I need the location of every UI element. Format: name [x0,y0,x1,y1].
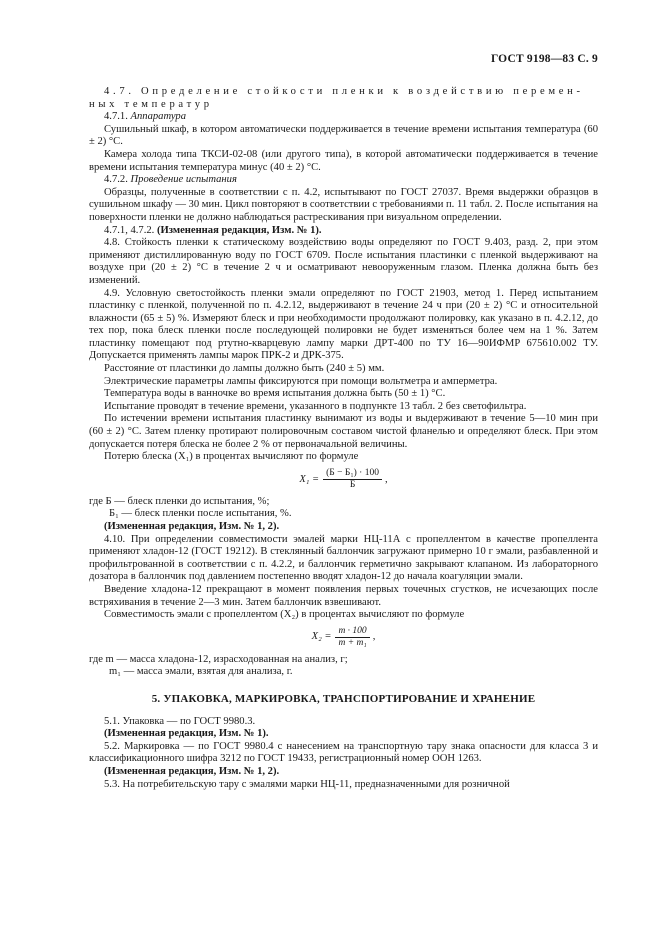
clause-4-10: 4.10. При определении совместимости эмалей марки НЦ-11А с пропеллентом в качестве пропеллента применяют хладон-12 (ГОСТ 19212). В стеклянный баллончик загружают примерно 10 г эмали, разбавленной и профильтрованной в соответствии с п. 4.2.2, и баллончик герметично закрывают клапаном. Из лабораторного дозатора в баллончик под давлением постепенно вводят хладон-12 до начала коагуляции эмали. [89,533,598,583]
formula-denominator: Б [349,480,356,491]
document-page [89,0,598,936]
clause-4-7-title-cont: ных температур [89,98,213,110]
paragraph-freon: Введение хладона-12 прекращают в момент появления первых точечных сгустков, не исчезающих после встряхивания в течение 2—3 мин. Затем баллончик взвешивают. [89,583,598,608]
formula-numerator: m · 100 [335,626,369,638]
paragraph-compatibility-intro: Совместимость эмали с пропеллентом (X₂) в процентах вычисляют по формуле [104,609,465,621]
section-5-title: 5. УПАКОВКА, МАРКИРОВКА, ТРАНСПОРТИРОВАНИЕ И ХРАНЕНИЕ [151,692,536,705]
clause-number: 4.7.2. [104,174,128,186]
clause-title: Проведение испытания [130,174,237,186]
clause-4-8: 4.8. Стойкость пленки к статическому воздействию воды определяют по ГОСТ 9.403, разд. 2, при этом применяют дистиллированную воду по ГОСТ 6709. После испытания пластинки с пленкой выдерживают на воздухе при (20 ± 2) °С в течение 2 ч и осматривают невооруженным глазом. Пленка должна быть без изменений. [89,237,598,286]
clause-5-2: 5.2. Маркировка — по ГОСТ 9980.4 с нанесением на транспортную тару знака опасности для класса 3 и классификационного шифра 3212 по ГОСТ 19433, регистрационный номер ООН 1263. [89,740,598,765]
formula-compatibility [89,625,598,651]
clause-4-7-title: 4.7. Определение стойкости пленки к воздействию перемен- [104,86,584,97]
definition-m: где m — масса хладона-12, израсходованная на анализ, г; [89,653,348,665]
clause-4-9: 4.9. Условную светостойкость пленки эмали определяют по ГОСТ 21903, метод 1. Перед испытанием пластинку с пленкой, полученной по п. 4.2.12, выдерживают в течение 24 ч при (20 ± 2) °С и относительной влажности (65 ± 5) %. Измеряют блеск и при необходимости продолжают полировку, как указано в п. 4.2.12, до тех пор, пока блеск пленки после последующей полировки не будет изменяться более чем на 1 %. Затем пластинку помещают под ртутно-кварцевую лампу марки ДРТ-400 по ТУ 16—90ИФМР 675610.002 ТУ. Допускается применять лампы марок ПРК-2 и ДРК-375. [89,287,598,362]
formula-fraction [323,468,382,491]
clause-4-7-1-heading [89,111,598,124]
revision-note-4-7 [89,225,598,238]
formula-numerator: (Б − Б₁) · 100 [323,468,382,480]
page-content [89,86,598,791]
revision-text: (Измененная редакция, Изм. № 1). [156,224,322,236]
formula-tail: , [372,631,376,643]
paragraph-cold-chamber: Камера холода типа ТКСИ-02-08 (или другого типа), в которой автоматически поддерживается в течение времени испытания температура минус (40 ± 2) °С. [89,148,598,173]
paragraph-water-temperature: Температура воды в ванночке во время испытания должна быть (50 ± 1) °С. [104,388,446,400]
paragraph-drying-cabinet: Сушильный шкаф, в котором автоматически поддерживается в течение времени испытания температура (60 ± 2) °С. [89,123,598,148]
clause-5-1: 5.1. Упаковка — по ГОСТ 9980.3. [104,715,256,727]
revision-note-5-1: (Измененная редакция, Изм. № 1). [104,728,269,740]
paragraph-samples: Образцы, полученные в соответствии с п. 4.2, испытывают по ГОСТ 27037. Время выдержки образцов в сушильном шкафу — 30 мин. Цикл повторяют в соответствии с требованиями п. 11 табл. 2. После испытания на поверхности пленки не должно наблюдаться растрескивания при визуальном определении. [89,186,598,223]
formula-lhs: X₂ = [311,631,332,643]
paragraph-gloss-loss-intro: Потерю блеска (X₁) в процентах вычисляют по формуле [104,451,359,463]
formula-gloss-loss [89,467,598,493]
clause-5-3: 5.3. На потребительскую тару с эмалями марки НЦ-11, предназначенными для розничной [104,778,510,790]
definition-b: где Б — блеск пленки до испытания, %; [89,495,270,507]
page-header: ГОСТ 9198—83 С. 9 [490,53,598,65]
revision-note-4-9: (Измененная редакция, Изм. № 1, 2). [104,521,280,532]
revision-note-5-2: (Измененная редакция, Изм. № 1, 2). [104,765,280,777]
paragraph-electrical: Электрические параметры лампы фиксируются при помощи вольтметра и амперметра. [104,375,498,387]
formula-lhs: X₁ = [299,473,320,485]
paragraph-test-time: Испытание проводят в течение времени, указанного в подпункте 13 табл. 2 без светофильтра. [104,400,527,412]
formula-denominator: m + m₁ [338,638,367,649]
revision-clauses: 4.7.1, 4.7.2. [104,224,155,236]
clause-title: Аппаратура [130,111,186,123]
clause-number: 4.7.1. [104,111,128,123]
definition-b1: Б₁ — блеск пленки после испытания, %. [109,508,292,520]
definition-m1: m₁ — масса эмали, взятая для анализа, г. [109,666,293,678]
clause-4-7-2-heading [89,174,598,187]
formula-fraction [335,626,369,649]
formula-tail: , [384,473,388,485]
paragraph-distance: Расстояние от пластинки до лампы должно быть (240 ± 5) мм. [104,363,385,375]
paragraph-after-test: По истечении времени испытания пластинку вынимают из воды и выдерживают в течение 5—10 мин при (60 ± 2) °С. Затем пленку протирают полировочным составом чистой фланелью и определяют блеск. При этом допускается потеря блеска не более 2 % от первоначальной величины. [89,413,598,450]
